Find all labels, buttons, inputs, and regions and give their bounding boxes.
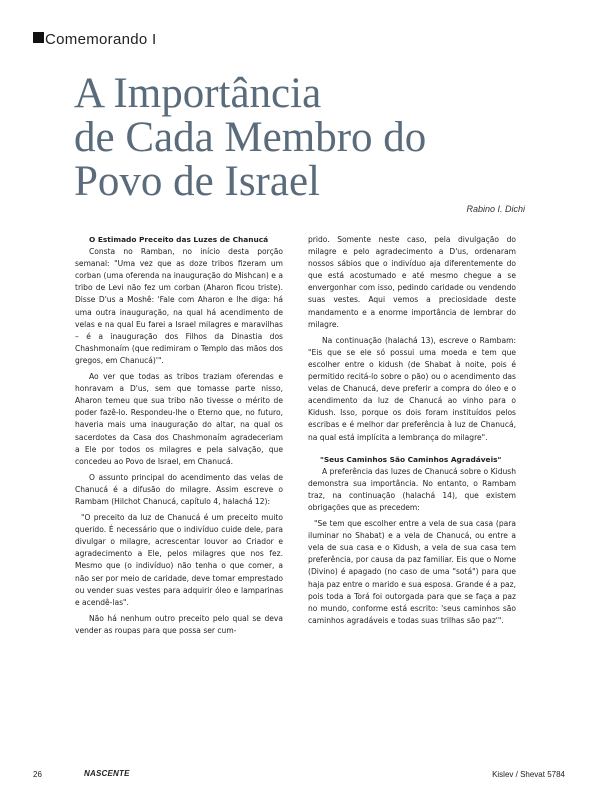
subheading: "Seus Caminhos São Caminhos Agradáveis" — [320, 454, 502, 464]
paragraph: A preferência das luzes de Chanucá sobre o Kidush demonstra sua importância. No entanto, o Rambam traz, na continuação (halachá 14), que existem obrigações que as precedem: — [308, 466, 516, 512]
article-title — [74, 72, 426, 204]
issue-date: Kislev / Shevat 5784 — [492, 770, 565, 779]
text-column-left — [75, 234, 283, 637]
section-label: Comemorando I — [45, 31, 157, 48]
paragraph: Consta no Ramban, no início desta porção semanal: "Uma vez que as doze tribos fizeram um corban (uma oferenda na inauguração do Mishcan) e a tribo de Levi não fez um corban (Aharon ficou triste). Disse D'us a Moshê: 'Fale com Aharon e lhe diga: há uma outra inauguração, na qual há acendimento de velas e na qual Eu farei a Israel milagres e maravilhas – é a inauguração dos Filhos da Dinastia dos Chashmonaím (que redimiram o Templo das mãos dos gregos, em Chanucá)'". — [75, 247, 283, 365]
text-column-right — [308, 234, 516, 627]
paragraph: O assunto principal do acendimento das velas de Chanucá é a difusão do milagre. Assim escreve o Rambam (Hilchot Chanucá, capítulo 4, halachá 12): — [75, 472, 283, 506]
quote-paragraph: "Se tem que escolher entre a vela de sua casa (para iluminar no Shabat) e a vela de Chanucá, ou entre a vela de sua casa e o Kidush, a vela de sua casa tem preferência, por causa da paz familiar. Eis que o Nome (Divino) é apagado (no caso de uma "sotá") para que haja paz entre o marido e sua esposa. Grande é a paz, pois toda a Torá foi outorgada para que se faça a paz no mundo, conforme está escrito: 'seus caminhos são caminhos agradáveis e todas suas trilhas são paz'". — [308, 519, 516, 625]
paragraph: Não há nenhum outro preceito pelo qual se deva vender as roupas para que possa ser cum- — [75, 613, 283, 635]
section-marker — [33, 32, 44, 43]
quote-paragraph: "O preceito da luz de Chanucá é um preceito muito querido. É necessário que o indivíduo cuide dele, para divulgar o milagre, acrescentar louvor ao Criador e agradecimento a Ele, pelos milagres que nos fez. Mesmo que (o indivíduo) não tenha o que comer, a não ser por meio de caridade, deve tomar emprestado ou vender suas vestes para adquirir óleo e lamparinas e acendê-las". — [75, 513, 283, 607]
page-number: 26 — [33, 770, 42, 779]
section-header — [33, 31, 156, 48]
author-byline: Rabino I. Dichi — [466, 204, 525, 214]
magazine-logo: NASCENTE — [84, 769, 130, 778]
title-line-2: de Cada Membro do — [74, 114, 427, 161]
paragraph: Ao ver que todas as tribos traziam oferendas e honravam a D'us, sem que tomasse parte nisso, Aharon temeu que sua tribo não tivesse o mérito de poder fazê-lo. Respondeu-lhe o Eterno que, no futuro, haveria mais uma inauguração do altar, na qual os sacerdotes da Casa dos Chashmonaím agradeceriam a Ele por todos os milagres e pela salvação, que concedeu ao Povo de Israel, em Chanucá. — [75, 372, 283, 466]
paragraph: prido. Somente neste caso, pela divulgação do milagre e pelo agradecimento a D'us, ordenaram nossos sábios que o indivíduo aja diferentemente do que está acostumado e até mesmo chegue a se envergonhar com isso, pedindo caridade ou vendendo suas vestes. Aqui vemos a preciosidade deste mandamento e a enorme importância de lembrar do milagre. — [308, 235, 516, 329]
title-line-3: Povo de Israel — [74, 158, 320, 205]
title-line-1: A Importância — [74, 70, 322, 117]
paragraph: Na continuação (halachá 13), escreve o Rambam: "Eis que se ele só possui uma moeda e tem que escolher entre o kidush (de Shabat à noite, pois é permitido recitá-lo sobre o pão) ou o acendimento das velas de Chanucá, deve preferir a compra do óleo e o acendimento da luz de Chanucá ao vinho para o Kidush. Isso, porque os dois foram instituídos pelos escribas e é melhor dar preferência à luz de Chanucá, na qual está implícita a lembrança do milagre". — [308, 335, 516, 442]
subheading: O Estimado Preceito das Luzes de Chanucá — [89, 235, 269, 244]
